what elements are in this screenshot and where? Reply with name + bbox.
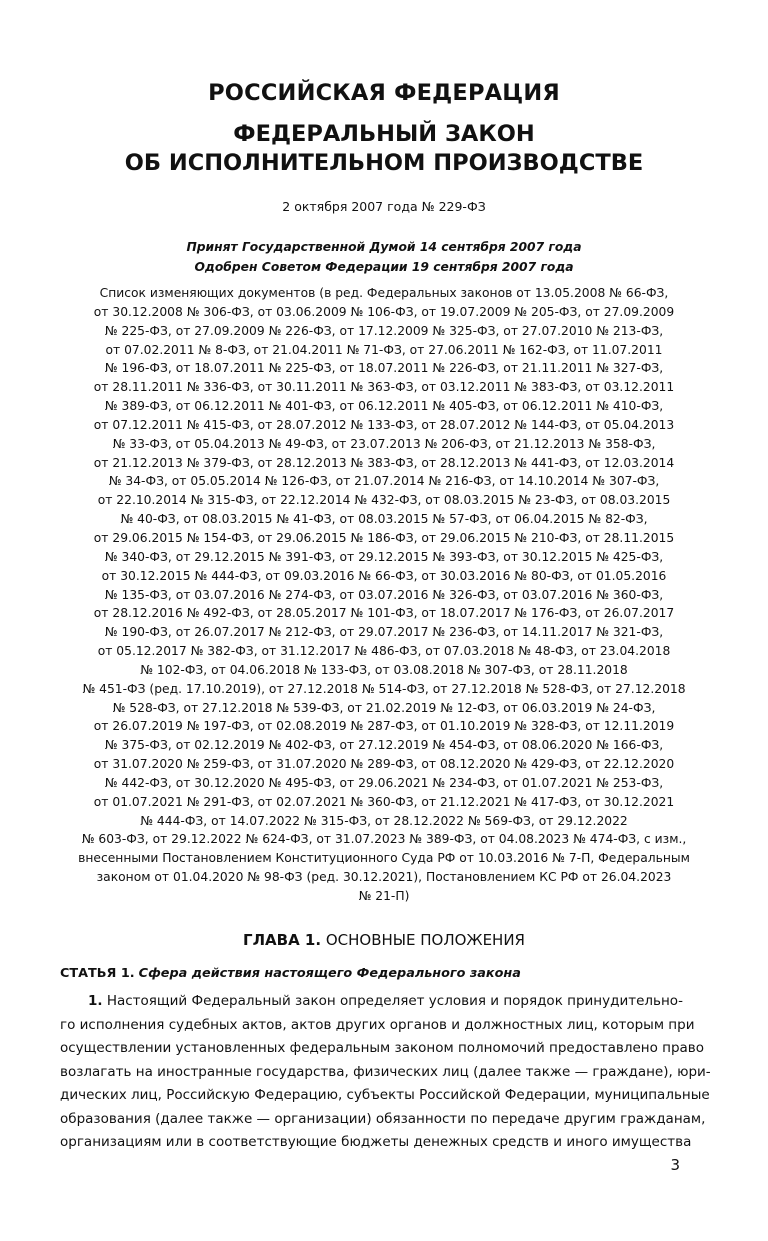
amendment-line: № 528-ФЗ, от 27.12.2018 № 539-ФЗ, от 21.02.2019 № 12-ФЗ, от 06.03.2019 № 24-ФЗ, xyxy=(112,700,656,715)
amendment-line: от 07.02.2011 № 8-ФЗ, от 21.04.2011 № 71-ФЗ, от 27.06.2011 № 162-ФЗ, от 11.07.2011 xyxy=(105,342,663,357)
amendment-line: № 603-ФЗ, от 29.12.2022 № 624-ФЗ, от 31.07.2023 № 389-ФЗ, от 04.08.2023 № 474-ФЗ, с изм., xyxy=(81,832,687,847)
amendment-line: от 26.07.2019 № 197-ФЗ, от 02.08.2019 № 287-ФЗ, от 01.10.2019 № 328-ФЗ, от 12.11.2019 xyxy=(93,719,675,734)
paragraph-line: возлагать на иностранные государства, физических лиц (далее также — граждане), юри- xyxy=(60,1063,711,1080)
amendment-line: № 225-ФЗ, от 27.09.2009 № 226-ФЗ, от 17.12.2009 № 325-ФЗ, от 27.07.2010 № 213-ФЗ, xyxy=(104,323,664,338)
paragraph-number: 1. xyxy=(88,993,103,1009)
amendment-line: № 375-ФЗ, от 02.12.2019 № 402-ФЗ, от 27.12.2019 № 454-ФЗ, от 08.06.2020 № 166-ФЗ, xyxy=(104,738,664,753)
amendments-list xyxy=(48,284,720,906)
amendment-line: № 389-ФЗ, от 06.12.2011 № 401-ФЗ, от 06.12.2011 № 405-ФЗ, от 06.12.2011 № 410-ФЗ, xyxy=(104,399,664,414)
amendment-line: от 28.12.2016 № 492-ФЗ, от 28.05.2017 № 101-ФЗ, от 18.07.2017 № 176-ФЗ, от 26.07.2017 xyxy=(93,606,675,621)
amendment-line: от 01.07.2021 № 291-ФЗ, от 02.07.2021 № 360-ФЗ, от 21.12.2021 № 417-ФЗ, от 30.12.2021 xyxy=(93,794,675,809)
paragraph-line: организациям или в соответствующие бюджеты денежных средств и иного имущества xyxy=(60,1134,692,1150)
amendment-line: от 29.06.2015 № 154-ФЗ, от 29.06.2015 № 186-ФЗ, от 29.06.2015 № 210-ФЗ, от 28.11.2015 xyxy=(93,530,675,545)
law-type-heading: ФЕДЕРАЛЬНЫЙ ЗАКОН xyxy=(233,121,535,147)
amendment-line: законом от 01.04.2020 № 98-ФЗ (ред. 30.12.2021), Постановлением КС РФ от 26.04.2023 xyxy=(96,870,672,885)
paragraph-line: дических лиц, Российскую Федерацию, субъекты Российской Федерации, муниципальные xyxy=(60,1087,710,1103)
amendment-line: от 05.12.2017 № 382-ФЗ, от 31.12.2017 № 486-ФЗ, от 07.03.2018 № 48-ФЗ, от 23.04.2018 xyxy=(97,644,671,659)
amendment-line: № 196-ФЗ, от 18.07.2011 № 225-ФЗ, от 18.07.2011 № 226-ФЗ, от 21.11.2011 № 327-ФЗ, xyxy=(104,361,664,376)
approved-note: Одобрен Советом Федерации 19 сентября 2007 года xyxy=(194,260,574,274)
amendment-line: от 30.12.2015 № 444-ФЗ, от 09.03.2016 № 66-ФЗ, от 30.03.2016 № 80-ФЗ, от 01.05.2016 xyxy=(101,568,667,583)
amendment-line: № 21-П) xyxy=(358,889,410,903)
country-heading: РОССИЙСКАЯ ФЕДЕРАЦИЯ xyxy=(208,80,560,106)
amendment-line: Список изменяющих документов (в ред. Федеральных законов от 13.05.2008 № 66-ФЗ, xyxy=(99,286,669,300)
amendment-line: от 28.11.2011 № 336-ФЗ, от 30.11.2011 № 363-ФЗ, от 03.12.2011 № 383-ФЗ, от 03.12.2011 xyxy=(93,380,675,395)
amendment-line: № 33-ФЗ, от 05.04.2013 № 49-ФЗ, от 23.07.2013 № 206-ФЗ, от 21.12.2013 № 358-ФЗ, xyxy=(112,436,656,451)
page-number: 3 xyxy=(670,1156,680,1174)
law-date-number: 2 октября 2007 года № 229-ФЗ xyxy=(282,199,486,214)
article-heading xyxy=(60,966,521,981)
paragraph-line: го исполнения судебных актов, актов других органов и должностных лиц, которым при xyxy=(60,1016,695,1033)
amendment-line: № 40-ФЗ, от 08.03.2015 № 41-ФЗ, от 08.03.2015 № 57-ФЗ, от 06.04.2015 № 82-ФЗ, xyxy=(120,512,648,527)
amendment-line: № 442-ФЗ, от 30.12.2020 № 495-ФЗ, от 29.06.2021 № 234-ФЗ, от 01.07.2021 № 253-ФЗ, xyxy=(104,775,664,790)
amendment-line: от 21.12.2013 № 379-ФЗ, от 28.12.2013 № 383-ФЗ, от 28.12.2013 № 441-ФЗ, от 12.03.2014 xyxy=(93,455,675,470)
amendment-line: от 30.12.2008 № 306-ФЗ, от 03.06.2009 № 106-ФЗ, от 19.07.2009 № 205-ФЗ, от 27.09.2009 xyxy=(93,304,675,319)
amendment-line: от 22.10.2014 № 315-ФЗ, от 22.12.2014 № 432-ФЗ, от 08.03.2015 № 23-ФЗ, от 08.03.2015 xyxy=(97,493,671,508)
adopted-note: Принят Государственной Думой 14 сентября 2007 года xyxy=(186,240,582,254)
chapter-label: ГЛАВА 1. xyxy=(243,931,322,949)
chapter-title: ОСНОВНЫЕ ПОЛОЖЕНИЯ xyxy=(325,931,525,949)
amendment-line: № 102-ФЗ, от 04.06.2018 № 133-ФЗ, от 03.08.2018 № 307-ФЗ, от 28.11.2018 xyxy=(140,662,628,677)
amendment-line: от 31.07.2020 № 259-ФЗ, от 31.07.2020 № 289-ФЗ, от 08.12.2020 № 429-ФЗ, от 22.12.2020 xyxy=(93,757,675,772)
amendment-line: № 340-ФЗ, от 29.12.2015 № 391-ФЗ, от 29.12.2015 № 393-ФЗ, от 30.12.2015 № 425-ФЗ, xyxy=(104,549,664,564)
amendment-line: от 07.12.2011 № 415-ФЗ, от 28.07.2012 № 133-ФЗ, от 28.07.2012 № 144-ФЗ, от 05.04.2013 xyxy=(93,417,675,432)
law-name-heading: ОБ ИСПОЛНИТЕЛЬНОМ ПРОИЗВОДСТВЕ xyxy=(124,150,644,176)
amendment-line: № 34-ФЗ, от 05.05.2014 № 126-ФЗ, от 21.07.2014 № 216-ФЗ, от 14.10.2014 № 307-ФЗ, xyxy=(108,474,660,489)
paragraph-line: образования (далее также — организации) обязанности по передаче другим гражданам, xyxy=(60,1110,706,1127)
amendment-line: № 135-ФЗ, от 03.07.2016 № 274-ФЗ, от 03.07.2016 № 326-ФЗ, от 03.07.2016 № 360-ФЗ, xyxy=(104,587,664,602)
amendment-line: № 451-ФЗ (ред. 17.10.2019), от 27.12.2018 № 514-ФЗ, от 27.12.2018 № 528-ФЗ, от 27.12.2018 xyxy=(82,681,686,696)
chapter-heading xyxy=(0,931,768,949)
paragraph-line xyxy=(60,990,681,1014)
paragraph-line: осуществлении установленных федеральным законом полномочий предоставлено право xyxy=(60,1040,705,1056)
amendment-line: № 190-ФЗ, от 26.07.2017 № 212-ФЗ, от 29.07.2017 № 236-ФЗ, от 14.11.2017 № 321-ФЗ, xyxy=(104,625,664,640)
amendment-line: № 444-ФЗ, от 14.07.2022 № 315-ФЗ, от 28.12.2022 № 569-ФЗ, от 29.12.2022 xyxy=(140,813,628,828)
article-paragraph xyxy=(60,990,711,1155)
paragraph-line-text: Настоящий Федеральный закон определяет условия и порядок принудительно- xyxy=(106,993,683,1009)
article-label: СТАТЬЯ 1. xyxy=(60,966,135,981)
amendment-line: внесенными Постановлением Конституционного Суда РФ от 10.03.2016 № 7-П, Федеральным xyxy=(78,851,690,866)
article-title: Сфера действия настоящего Федерального закона xyxy=(138,966,521,981)
